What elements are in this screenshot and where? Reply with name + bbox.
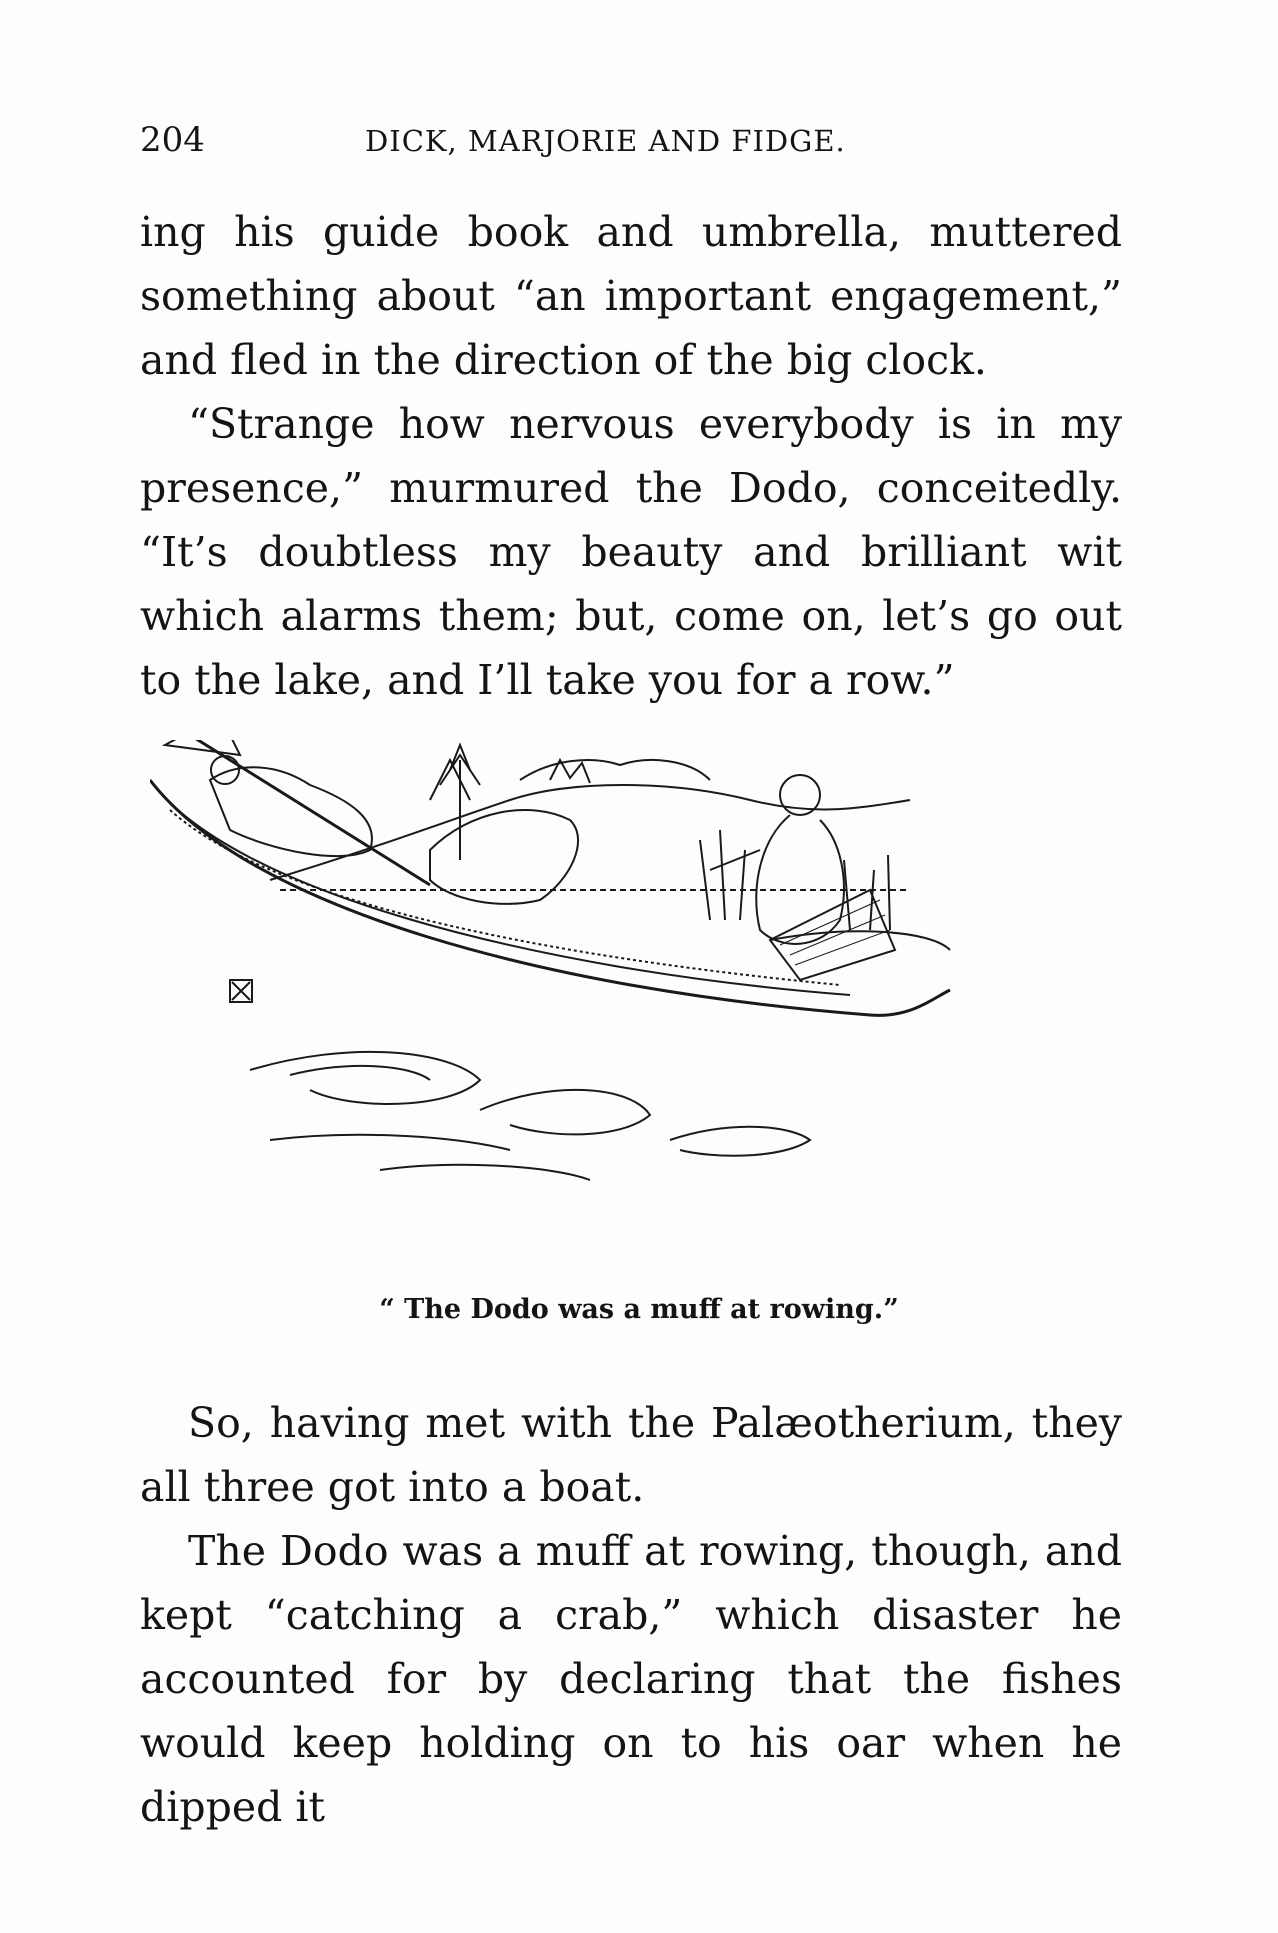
running-title: DICK, MARJORIE AND FIDGE. <box>365 124 846 158</box>
page-number: 204 <box>140 120 205 160</box>
illustration-dodo-rowing <box>150 740 1130 1260</box>
paragraph: “Strange how nervous everybody is in my presence,” murmured the Dodo, conceitedly. “It’s doubtless my beauty and brilliant wit which alarms them; but, come on, let’s go out to the lake, and I’ll take you for a row.” <box>140 400 1122 704</box>
paragraph: ing his guide book and umbrella, muttered something about “an important engagement,” and fled in the direction of the big clock. <box>140 208 1122 384</box>
illustration-caption: “ The Dodo was a muff at rowing.” <box>379 1294 899 1325</box>
paragraph: The Dodo was a muff at rowing, though, and kept “catching a crab,” which disaster he accounted for by declaring that the fishes would keep holding on to his oar when he dipped it <box>140 1527 1122 1831</box>
monogram-mark <box>230 980 252 1002</box>
paragraph: So, having met with the Palæotherium, they all three got into a boat. <box>140 1399 1122 1511</box>
